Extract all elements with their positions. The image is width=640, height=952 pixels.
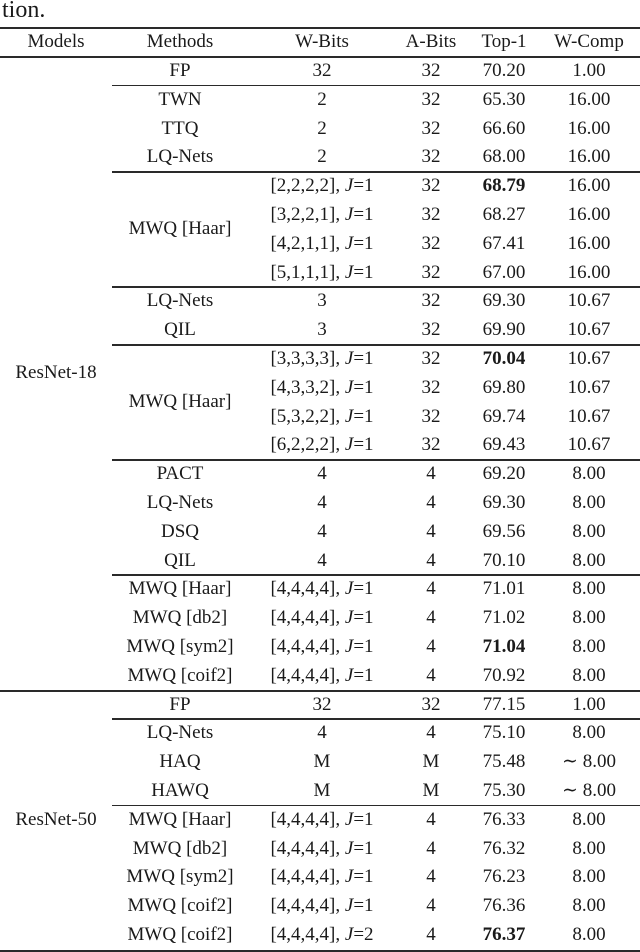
j-symbol: J	[344, 808, 354, 830]
w-bits-value: 4	[317, 549, 327, 571]
top1-value: 75.30	[482, 780, 526, 801]
j-value: =1	[353, 261, 374, 283]
top1-value: 76.36	[482, 895, 526, 917]
j-value: =1	[353, 232, 374, 254]
column-header: Models	[27, 31, 85, 52]
top1-value: 71.01	[482, 578, 526, 600]
j-symbol: J	[344, 261, 354, 283]
w-comp-value: 10.67	[567, 290, 611, 312]
caption-tail: tion.	[2, 0, 46, 23]
w-bits-vector: [5,1,1,1],	[270, 261, 345, 283]
w-bits-value	[270, 809, 373, 831]
j-symbol: J	[344, 578, 354, 600]
method-name: PACT	[156, 463, 204, 485]
w-bits-vector: [6,2,2,2],	[270, 434, 345, 456]
j-symbol: J	[344, 175, 354, 197]
w-bits-value: 3	[317, 319, 327, 341]
a-bits-value: 4	[426, 520, 436, 542]
w-bits-vector: [2,2,2,2],	[270, 175, 345, 197]
column-header: W-Comp	[554, 31, 624, 52]
column-header: W-Bits	[295, 31, 349, 52]
method-name: MWQ [Haar]	[128, 391, 232, 413]
w-comp-value: ∼ 8.00	[562, 751, 616, 773]
w-comp-value: 8.00	[572, 492, 606, 513]
j-symbol: J	[344, 837, 354, 859]
method-name: QIL	[164, 549, 196, 571]
a-bits-value: 32	[421, 290, 441, 312]
w-comp-value: 8.00	[572, 636, 606, 657]
method-name: LQ-Nets	[146, 146, 214, 168]
a-bits-value: 4	[426, 895, 436, 917]
w-bits-value	[270, 233, 373, 255]
j-symbol: J	[344, 636, 354, 657]
w-bits-vector: [4,3,3,2],	[270, 376, 345, 398]
j-symbol: J	[344, 924, 354, 945]
w-bits-vector: [4,4,4,4],	[270, 924, 345, 945]
w-comp-value: 8.00	[572, 722, 606, 744]
top1-value: 71.02	[482, 607, 526, 629]
w-comp-value: 10.67	[567, 319, 611, 341]
model-name: ResNet-18	[15, 362, 97, 384]
top1-value: 67.00	[482, 261, 526, 283]
top1-value: 76.37	[482, 924, 526, 945]
top1-value: 66.60	[482, 117, 526, 139]
section-rule	[112, 171, 640, 173]
a-bits-value: 4	[426, 492, 436, 513]
a-bits-value: 32	[421, 693, 441, 715]
method-name: LQ-Nets	[146, 722, 214, 744]
j-value: =1	[353, 578, 374, 600]
w-comp-value: 16.00	[567, 204, 611, 225]
top1-value: 68.79	[482, 175, 526, 197]
a-bits-value: 4	[426, 664, 436, 686]
top1-value: 69.30	[482, 290, 526, 312]
section-rule	[112, 85, 640, 87]
a-bits-value: 32	[421, 376, 441, 398]
j-symbol: J	[344, 895, 354, 917]
top1-value: 69.90	[482, 319, 526, 341]
bottom-rule	[0, 950, 640, 952]
w-bits-vector: [4,2,1,1],	[270, 232, 345, 254]
header-rule	[0, 56, 640, 58]
a-bits-value: 32	[421, 204, 441, 225]
a-bits-value: 4	[426, 722, 436, 744]
w-comp-value: 8.00	[572, 664, 606, 686]
a-bits-value: 4	[426, 636, 436, 657]
method-name: FP	[169, 693, 191, 715]
top1-value: 69.43	[482, 434, 526, 456]
w-bits-value	[270, 377, 373, 399]
top1-value: 68.27	[482, 204, 526, 225]
a-bits-value: 32	[421, 261, 441, 283]
w-bits-value: 32	[312, 60, 332, 81]
a-bits-value: 32	[421, 117, 441, 139]
method-name: FP	[169, 60, 191, 81]
w-bits-value	[270, 895, 373, 917]
column-header: A-Bits	[405, 31, 457, 52]
w-comp-value: 8.00	[572, 463, 606, 485]
w-bits-value: 4	[317, 520, 327, 542]
j-value: =1	[353, 837, 374, 859]
w-comp-value: 10.67	[567, 348, 611, 369]
top1-value: 76.23	[482, 866, 526, 888]
w-bits-value: 2	[317, 117, 327, 139]
method-name: TWN	[158, 88, 202, 110]
method-name: LQ-Nets	[146, 492, 214, 513]
w-comp-value: 8.00	[572, 808, 606, 830]
j-value: =1	[353, 434, 374, 456]
w-bits-value: 2	[317, 88, 327, 110]
j-symbol: J	[344, 204, 354, 225]
w-comp-value: 8.00	[572, 520, 606, 542]
a-bits-value: 4	[426, 808, 436, 830]
a-bits-value: 4	[426, 837, 436, 859]
w-comp-value: 1.00	[572, 60, 606, 81]
method-name: MWQ [sym2]	[126, 636, 234, 657]
top1-value: 67.41	[482, 232, 526, 254]
method-name: MWQ [coif2]	[127, 924, 233, 945]
j-symbol: J	[344, 866, 354, 888]
method-name: MWQ [Haar]	[128, 578, 232, 600]
a-bits-value: 4	[426, 866, 436, 888]
w-bits-value	[270, 578, 373, 600]
a-bits-value: 32	[421, 88, 441, 110]
w-bits-value	[270, 434, 373, 456]
w-bits-value: 2	[317, 146, 327, 168]
a-bits-value: 32	[421, 405, 441, 427]
top1-value: 76.33	[482, 808, 526, 830]
w-comp-value: 10.67	[567, 434, 611, 456]
top1-value: 69.56	[482, 520, 526, 542]
w-bits-vector: [4,4,4,4],	[270, 837, 345, 859]
column-header: Methods	[146, 31, 214, 52]
a-bits-value: 4	[426, 463, 436, 485]
w-comp-value: 10.67	[567, 376, 611, 398]
j-value: =1	[353, 405, 374, 427]
j-value: =1	[353, 175, 374, 197]
top1-value: 76.32	[482, 837, 526, 859]
w-bits-value: 3	[317, 290, 327, 312]
w-bits-value: 4	[317, 492, 327, 513]
method-name: HAQ	[159, 751, 201, 773]
j-value: =1	[353, 607, 374, 629]
w-comp-value: 10.67	[567, 405, 611, 427]
method-name: TTQ	[161, 117, 199, 139]
method-name: MWQ [coif2]	[127, 664, 233, 686]
top1-value: 75.10	[482, 722, 526, 744]
w-bits-value: 4	[317, 463, 327, 485]
top1-value: 70.10	[482, 549, 526, 571]
w-bits-value	[270, 607, 373, 629]
j-symbol: J	[344, 434, 354, 456]
method-name: HAWQ	[151, 780, 209, 801]
a-bits-value: M	[422, 780, 440, 801]
j-value: =2	[353, 924, 374, 945]
section-rule	[112, 574, 640, 576]
w-bits-vector: [5,3,2,2],	[270, 405, 345, 427]
j-symbol: J	[344, 232, 354, 254]
w-bits-value	[270, 348, 373, 370]
w-bits-vector: [4,4,4,4],	[270, 808, 345, 830]
a-bits-value: 32	[421, 60, 441, 81]
method-name: MWQ [Haar]	[128, 808, 232, 830]
method-name: MWQ [sym2]	[126, 866, 234, 888]
method-name: MWQ [coif2]	[127, 895, 233, 917]
method-name: LQ-Nets	[146, 290, 214, 312]
a-bits-value: 32	[421, 319, 441, 341]
a-bits-value: 32	[421, 146, 441, 168]
a-bits-value: 4	[426, 607, 436, 629]
w-comp-value: 8.00	[572, 924, 606, 945]
a-bits-value: M	[422, 751, 440, 773]
w-comp-value: 8.00	[572, 549, 606, 571]
method-name: MWQ [Haar]	[128, 218, 232, 240]
w-comp-value: 1.00	[572, 693, 606, 715]
w-bits-vector: [4,4,4,4],	[270, 607, 345, 629]
a-bits-value: 4	[426, 578, 436, 600]
w-comp-value: 8.00	[572, 895, 606, 917]
w-bits-value: 32	[312, 693, 332, 715]
j-value: =1	[353, 808, 374, 830]
j-value: =1	[353, 895, 374, 917]
top1-value: 69.20	[482, 463, 526, 485]
w-bits-value	[270, 838, 373, 860]
w-bits-value	[270, 406, 373, 428]
method-name: DSQ	[160, 520, 200, 542]
a-bits-value: 32	[421, 232, 441, 254]
w-bits-value: M	[313, 780, 331, 801]
w-bits-vector: [4,4,4,4],	[270, 895, 345, 917]
model-group-rule	[0, 690, 640, 692]
w-comp-value: 8.00	[572, 578, 606, 600]
w-comp-value: 8.00	[572, 866, 606, 888]
w-bits-vector: [4,4,4,4],	[270, 664, 345, 686]
w-bits-value	[270, 866, 373, 888]
a-bits-value: 32	[421, 348, 441, 369]
a-bits-value: 4	[426, 549, 436, 571]
section-rule	[112, 805, 640, 807]
w-bits-value: M	[313, 751, 331, 773]
w-comp-value: 8.00	[572, 607, 606, 629]
w-bits-value	[270, 204, 373, 226]
column-header: Top-1	[481, 31, 527, 52]
model-name: ResNet-50	[15, 808, 97, 830]
j-symbol: J	[344, 664, 354, 686]
w-bits-vector: [4,4,4,4],	[270, 866, 345, 888]
w-comp-value: 16.00	[567, 232, 611, 254]
method-name: MWQ [db2]	[132, 837, 228, 859]
method-name: MWQ [db2]	[132, 607, 228, 629]
w-comp-value: 16.00	[567, 261, 611, 283]
w-bits-vector: [3,2,2,1],	[270, 204, 345, 225]
w-comp-value: 16.00	[567, 146, 611, 168]
j-value: =1	[353, 636, 374, 657]
w-comp-value: 16.00	[567, 117, 611, 139]
section-rule	[112, 459, 640, 461]
top1-value: 69.74	[482, 405, 526, 427]
j-value: =1	[353, 664, 374, 686]
a-bits-value: 4	[426, 924, 436, 945]
w-bits-vector: [4,4,4,4],	[270, 636, 345, 657]
top1-value: 70.20	[482, 60, 526, 81]
w-comp-value: 16.00	[567, 175, 611, 197]
j-value: =1	[353, 866, 374, 888]
w-bits-value	[270, 924, 373, 946]
j-symbol: J	[344, 405, 354, 427]
j-value: =1	[353, 376, 374, 398]
a-bits-value: 32	[421, 434, 441, 456]
section-rule	[112, 718, 640, 720]
section-rule	[112, 344, 640, 346]
top1-value: 65.30	[482, 88, 526, 110]
j-symbol: J	[344, 348, 354, 369]
w-bits-value	[270, 262, 373, 284]
top1-value: 70.04	[482, 348, 526, 369]
w-bits-value	[270, 665, 373, 687]
w-bits-value	[270, 175, 373, 197]
top1-value: 68.00	[482, 146, 526, 168]
top1-value: 69.30	[482, 492, 526, 513]
w-bits-value: 4	[317, 722, 327, 744]
method-name: QIL	[164, 319, 196, 341]
top1-value: 71.04	[482, 636, 526, 657]
top-rule	[0, 27, 640, 29]
j-symbol: J	[344, 607, 354, 629]
w-bits-value	[270, 636, 373, 658]
top1-value: 77.15	[482, 693, 526, 715]
a-bits-value: 32	[421, 175, 441, 197]
j-symbol: J	[344, 376, 354, 398]
w-bits-vector: [4,4,4,4],	[270, 578, 345, 600]
section-rule	[112, 286, 640, 288]
w-comp-value: 16.00	[567, 88, 611, 110]
w-comp-value: ∼ 8.00	[562, 780, 616, 801]
top1-value: 75.48	[482, 751, 526, 773]
j-value: =1	[353, 204, 374, 225]
j-value: =1	[353, 348, 374, 369]
w-bits-vector: [3,3,3,3],	[270, 348, 345, 369]
top1-value: 69.80	[482, 376, 526, 398]
top1-value: 70.92	[482, 664, 526, 686]
w-comp-value: 8.00	[572, 837, 606, 859]
